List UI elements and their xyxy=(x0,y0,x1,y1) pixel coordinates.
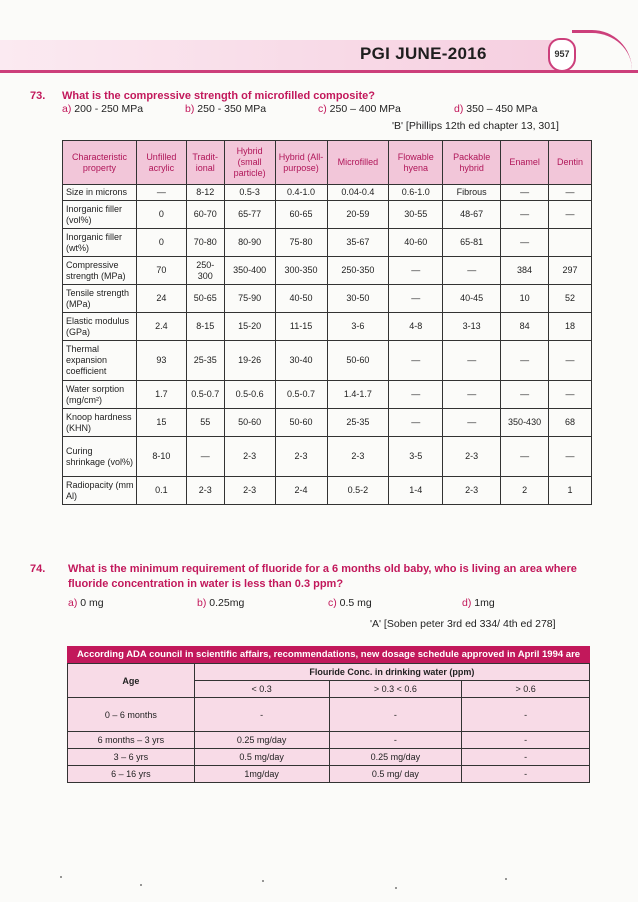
ada-row xyxy=(68,766,590,783)
q74-option-a xyxy=(68,597,104,609)
q73-answer-reference: 'B' [Phillips 12th ed chapter 13, 301] xyxy=(392,120,559,132)
ada-dose-cell: - xyxy=(462,698,590,732)
table-cell: — xyxy=(549,201,592,229)
table-cell: — xyxy=(501,201,549,229)
table-cell: — xyxy=(501,437,549,477)
table-row xyxy=(63,257,592,285)
table-row xyxy=(63,381,592,409)
header-arc xyxy=(572,30,632,78)
table-cell: 48-67 xyxy=(443,201,501,229)
option-letter: c) xyxy=(318,103,327,115)
table-cell: 297 xyxy=(549,257,592,285)
table-header-cell: Tradit-ional xyxy=(186,141,224,185)
q73-option-b xyxy=(185,103,266,115)
ada-age-cell: 3 – 6 yrs xyxy=(68,749,195,766)
table-cell: 10 xyxy=(501,285,549,313)
table-cell: 80-90 xyxy=(224,229,275,257)
table-cell: Fibrous xyxy=(443,185,501,201)
option-text: 0.5 mg xyxy=(339,597,372,609)
table-cell: 52 xyxy=(549,285,592,313)
ada-dose-cell: 0.25 mg/day xyxy=(194,732,329,749)
q74-answer-reference: 'A' [Soben peter 3rd ed 334/ 4th ed 278] xyxy=(370,618,556,630)
table-cell: 11-15 xyxy=(275,313,327,341)
table-cell: 30-55 xyxy=(389,201,443,229)
table-cell: 2-3 xyxy=(327,437,389,477)
table-header-cell: Flowable hyena xyxy=(389,141,443,185)
table-cell: 25-35 xyxy=(186,341,224,381)
table-cell: 2-4 xyxy=(275,477,327,505)
table-cell: 3-13 xyxy=(443,313,501,341)
scan-speck xyxy=(60,876,62,878)
row-label: Knoop hardness (KHN) xyxy=(63,409,137,437)
table-cell: 30-40 xyxy=(275,341,327,381)
table-cell: — xyxy=(389,381,443,409)
row-label: Inorganic filler (vol%) xyxy=(63,201,137,229)
table-cell: 50-65 xyxy=(186,285,224,313)
table-row xyxy=(63,285,592,313)
table-header-cell: Characteristic property xyxy=(63,141,137,185)
option-letter: a) xyxy=(68,597,78,609)
table-body xyxy=(63,185,592,505)
table-cell: 93 xyxy=(136,341,186,381)
table-cell: 40-50 xyxy=(275,285,327,313)
table-cell: — xyxy=(501,185,549,201)
table-header-cell: Microfilled xyxy=(327,141,389,185)
row-label: Size in microns xyxy=(63,185,137,201)
row-label: Water sorption (mg/cm²) xyxy=(63,381,137,409)
option-text: 250 – 400 MPa xyxy=(329,103,401,115)
table-cell: 0 xyxy=(136,201,186,229)
table-cell: 0.5-0.6 xyxy=(224,381,275,409)
scan-speck xyxy=(505,878,507,880)
table-cell: 65-81 xyxy=(443,229,501,257)
table-cell: 0 xyxy=(136,229,186,257)
option-text: 0.25mg xyxy=(209,597,245,609)
q73-option-a xyxy=(62,103,143,115)
table-cell: — xyxy=(443,409,501,437)
table-header-row xyxy=(63,141,592,185)
row-label: Radiopacity (mm Al) xyxy=(63,477,137,505)
table-row xyxy=(63,341,592,381)
table-cell: 2.4 xyxy=(136,313,186,341)
table-cell: — xyxy=(389,257,443,285)
table-cell: 40-45 xyxy=(443,285,501,313)
table-cell: 15 xyxy=(136,409,186,437)
table-cell: 75-90 xyxy=(224,285,275,313)
ada-fluoride-schedule xyxy=(67,646,590,783)
composite-properties-table xyxy=(62,140,592,505)
q73-option-c xyxy=(318,103,401,115)
option-text: 350 – 450 MPa xyxy=(466,103,538,115)
table-header-cell: Hybrid (All-purpose) xyxy=(275,141,327,185)
table-cell: 68 xyxy=(549,409,592,437)
table-cell: 1-4 xyxy=(389,477,443,505)
table-cell: 0.5-0.7 xyxy=(186,381,224,409)
scan-speck xyxy=(140,884,142,886)
table-cell: 24 xyxy=(136,285,186,313)
table-cell: 2 xyxy=(501,477,549,505)
table-cell: — xyxy=(389,409,443,437)
table-cell: 3-6 xyxy=(327,313,389,341)
row-label: Elastic modulus (GPa) xyxy=(63,313,137,341)
ada-sub-gt06: > 0.6 xyxy=(462,681,590,698)
table-header-cell: Packable hybrid xyxy=(443,141,501,185)
table-cell: 0.4-1.0 xyxy=(275,185,327,201)
table-row xyxy=(63,409,592,437)
option-letter: a) xyxy=(62,103,72,115)
table-row xyxy=(63,201,592,229)
table-cell: 84 xyxy=(501,313,549,341)
row-label: Thermal expansion coefficient xyxy=(63,341,137,381)
ada-sub-03-06: > 0.3 < 0.6 xyxy=(329,681,462,698)
header-rule xyxy=(0,70,638,73)
row-label: Inorganic filler (wt%) xyxy=(63,229,137,257)
table-cell: 50-60 xyxy=(224,409,275,437)
ada-row xyxy=(68,698,590,732)
option-text: 200 - 250 MPa xyxy=(74,103,144,115)
table-cell: 70-80 xyxy=(186,229,224,257)
table-cell: — xyxy=(501,229,549,257)
table-cell: — xyxy=(443,257,501,285)
table-cell: 0.04-0.4 xyxy=(327,185,389,201)
q74-text-line1: What is the minimum requirement of fluoride for a 6 months old baby, who is living an area where xyxy=(68,563,577,575)
table-cell: 1 xyxy=(549,477,592,505)
table-cell: 18 xyxy=(549,313,592,341)
row-label: Curing shrinkage (vol%) xyxy=(63,437,137,477)
table-cell: — xyxy=(501,381,549,409)
table-cell: 60-65 xyxy=(275,201,327,229)
table-cell: 60-70 xyxy=(186,201,224,229)
option-text: 250 - 350 MPa xyxy=(197,103,267,115)
table-row xyxy=(63,437,592,477)
table-cell: 0.5-0.7 xyxy=(275,381,327,409)
ada-dosage-table xyxy=(67,663,590,783)
table-cell: 19-26 xyxy=(224,341,275,381)
table-cell: — xyxy=(186,437,224,477)
ada-body xyxy=(68,698,590,783)
table-cell: 20-59 xyxy=(327,201,389,229)
table-header-cell: Enamel xyxy=(501,141,549,185)
ada-col-concentration: Flouride Conc. in drinking water (ppm) xyxy=(194,664,589,681)
q74-number: 74. xyxy=(30,563,46,575)
ada-title: According ADA council in scientific affairs, recommendations, new dosage schedule approved in April 1994 are xyxy=(67,646,590,663)
ada-dose-cell: - xyxy=(329,698,462,732)
table-cell: 250-350 xyxy=(327,257,389,285)
table-cell: 25-35 xyxy=(327,409,389,437)
table-cell: 8-10 xyxy=(136,437,186,477)
table-cell: 35-67 xyxy=(327,229,389,257)
table-cell: 2-3 xyxy=(186,477,224,505)
ada-age-cell: 0 – 6 months xyxy=(68,698,195,732)
table-cell: 1.4-1.7 xyxy=(327,381,389,409)
scan-speck xyxy=(395,887,397,889)
ada-age-cell: 6 months – 3 yrs xyxy=(68,732,195,749)
table-row xyxy=(63,313,592,341)
ada-col-age: Age xyxy=(68,664,195,698)
table-cell: 2-3 xyxy=(443,437,501,477)
q73-text: What is the compressive strength of microfilled composite? xyxy=(62,90,375,102)
page-title: PGI JUNE-2016 xyxy=(360,44,487,63)
table-cell: 55 xyxy=(186,409,224,437)
table-cell: 30-50 xyxy=(327,285,389,313)
table-cell: 350-430 xyxy=(501,409,549,437)
q73-number: 73. xyxy=(30,90,46,102)
ada-dose-cell: 0.5 mg/day xyxy=(194,749,329,766)
table-cell: 0.5-2 xyxy=(327,477,389,505)
table-cell: 40-60 xyxy=(389,229,443,257)
table-cell: 2-3 xyxy=(275,437,327,477)
table-cell: 50-60 xyxy=(275,409,327,437)
table-cell: 0.1 xyxy=(136,477,186,505)
table-cell: 8-12 xyxy=(186,185,224,201)
table-cell: 4-8 xyxy=(389,313,443,341)
table-cell: — xyxy=(549,437,592,477)
ada-dose-cell: 0.5 mg/ day xyxy=(329,766,462,783)
ada-dose-cell: - xyxy=(462,732,590,749)
option-letter: b) xyxy=(197,597,207,609)
option-letter: b) xyxy=(185,103,195,115)
table-header-cell: Hybrid (small particle) xyxy=(224,141,275,185)
table-header-cell: Dentin xyxy=(549,141,592,185)
page-number-badge: 957 xyxy=(548,38,576,72)
ada-row xyxy=(68,749,590,766)
row-label: Compressive strength (MPa) xyxy=(63,257,137,285)
table-cell: 350-400 xyxy=(224,257,275,285)
ada-age-cell: 6 – 16 yrs xyxy=(68,766,195,783)
option-text: 0 mg xyxy=(80,597,104,609)
ada-header-row xyxy=(68,664,590,681)
table-cell: — xyxy=(443,341,501,381)
table-cell: 75-80 xyxy=(275,229,327,257)
table-row xyxy=(63,229,592,257)
ada-dose-cell: 1mg/day xyxy=(194,766,329,783)
table-cell: 384 xyxy=(501,257,549,285)
table-cell: — xyxy=(389,341,443,381)
table-cell: 1.7 xyxy=(136,381,186,409)
ada-dose-cell: - xyxy=(329,732,462,749)
table-cell: — xyxy=(389,285,443,313)
q74-option-d xyxy=(462,597,495,609)
table-cell: — xyxy=(549,185,592,201)
option-letter: c) xyxy=(328,597,337,609)
table-cell: 8-15 xyxy=(186,313,224,341)
q74-text-line2: fluoride concentration in water is less than 0.3 ppm? xyxy=(68,578,344,590)
ada-dose-cell: - xyxy=(462,766,590,783)
table-cell: 15-20 xyxy=(224,313,275,341)
scan-speck xyxy=(262,880,264,882)
table-cell: — xyxy=(443,381,501,409)
table-cell: 0.6-1.0 xyxy=(389,185,443,201)
table-cell: — xyxy=(549,381,592,409)
table-header-cell: Unfilled acrylic xyxy=(136,141,186,185)
q74-option-b xyxy=(197,597,244,609)
q74-option-c xyxy=(328,597,372,609)
table-cell: 70 xyxy=(136,257,186,285)
table-row xyxy=(63,477,592,505)
table-cell: 0.5-3 xyxy=(224,185,275,201)
table-cell: 2-3 xyxy=(443,477,501,505)
option-letter: d) xyxy=(462,597,472,609)
table-row xyxy=(63,185,592,201)
q73-option-d xyxy=(454,103,537,115)
table-cell: 50-60 xyxy=(327,341,389,381)
table-cell: — xyxy=(136,185,186,201)
table-cell: 65-77 xyxy=(224,201,275,229)
ada-dose-cell: 0.25 mg/day xyxy=(329,749,462,766)
table-cell: 300-350 xyxy=(275,257,327,285)
table-cell: 250-300 xyxy=(186,257,224,285)
ada-sub-lt03: < 0.3 xyxy=(194,681,329,698)
table-cell: — xyxy=(549,341,592,381)
table-cell: — xyxy=(501,341,549,381)
table-cell xyxy=(549,229,592,257)
table-cell: 2-3 xyxy=(224,477,275,505)
ada-row xyxy=(68,732,590,749)
table-cell: 3-5 xyxy=(389,437,443,477)
row-label: Tensile strength (MPa) xyxy=(63,285,137,313)
ada-dose-cell: - xyxy=(194,698,329,732)
table-cell: 2-3 xyxy=(224,437,275,477)
option-letter: d) xyxy=(454,103,464,115)
option-text: 1mg xyxy=(474,597,495,609)
ada-dose-cell: - xyxy=(462,749,590,766)
